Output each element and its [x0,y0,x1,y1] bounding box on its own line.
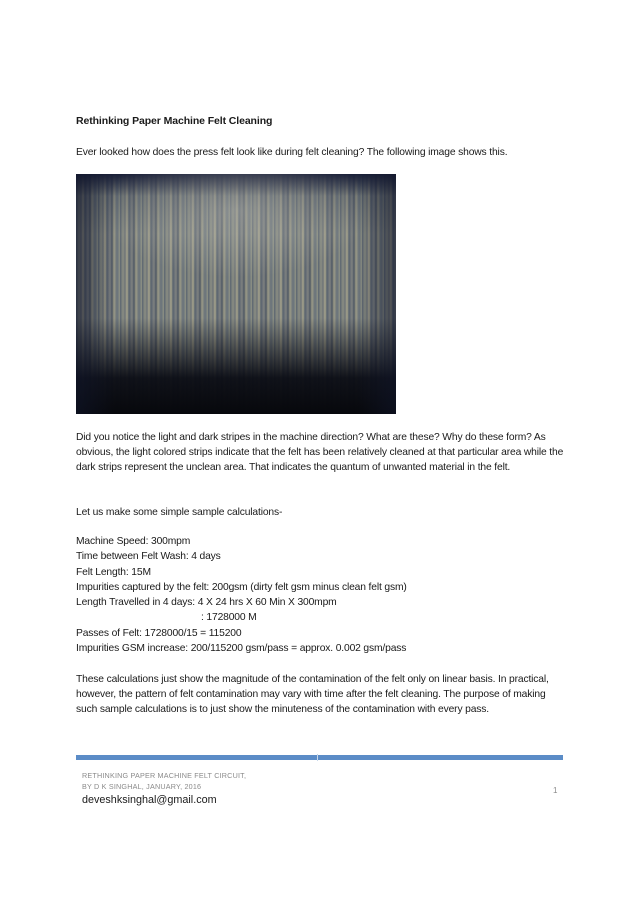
calc-line: Machine Speed: 300mpm [76,536,191,547]
footer-rule-tick [317,754,318,761]
calc-line: Passes of Felt: 1728000/15 = 115200 [76,627,242,639]
footer-rule [76,755,563,760]
discussion-paragraph: Did you notice the light and dark stripes in the machine direction? What are these? Why do these form? As obvious, the light colored strips indicate that the felt has been relatively cleaned at that particular area while the dark strips represent the unclean area. That indicates the quantum of unwanted material in the felt. [76,432,564,474]
footer-line-1: RETHINKING PAPER MACHINE FELT CIRCUIT, [82,771,247,780]
calc-line: Impurities captured by the felt: 200gsm (dirty felt gsm minus clean felt gsm) [76,581,407,593]
calc-line: Felt Length: 15M [76,566,151,578]
footer-line-2: BY D K SINGHAL, JANUARY, 2016 [82,782,202,791]
document-title: Rethinking Paper Machine Felt Cleaning [76,115,273,127]
page-number: 1 [553,786,558,795]
intro-paragraph: Ever looked how does the press felt look like during felt cleaning? The following image shows this. [76,147,508,158]
photo-light-glow [76,174,396,414]
felt-photo [76,174,396,414]
footer-text [82,770,246,792]
calculations-list [76,534,566,656]
calc-line: Impurities GSM increase: 200/115200 gsm/pass = approx. 0.002 gsm/pass [76,643,407,655]
conclusion-paragraph: These calculations just show the magnitude of the contamination of the felt only on linear basis. In practical, however, the pattern of felt contamination may vary with time after the felt cleaning. The purpose of making such sample calculations is to just show the minuteness of the contamination with every pass. [76,674,549,716]
footer-email: deveshksinghal@gmail.com [82,794,217,806]
calc-line: Length Travelled in 4 days: 4 X 24 hrs X 60 Min X 300mpm [76,597,337,609]
calc-line: : 1728000 M [201,612,257,624]
calc-intro: Let us make some simple sample calculations- [76,507,283,518]
calc-line: Time between Felt Wash: 4 days [76,551,221,563]
